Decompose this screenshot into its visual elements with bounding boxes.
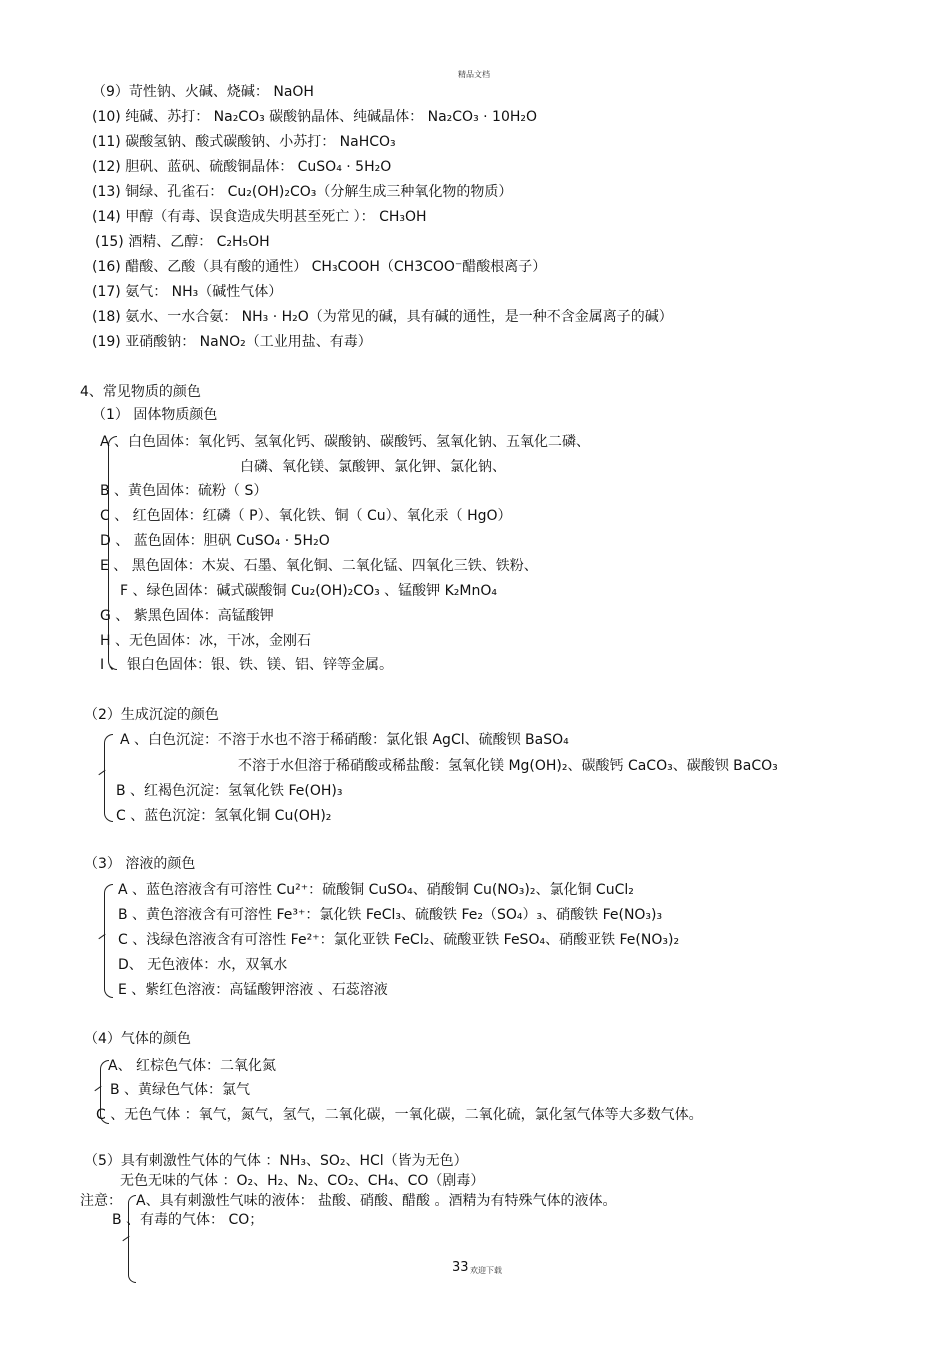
list-item: D、 无色液体：水，双氧水: [118, 957, 288, 973]
list-item: H 、无色固体：冰，干冰，金刚石: [100, 633, 311, 649]
download-text: 欢迎下载: [470, 1266, 502, 1275]
brace: [104, 734, 113, 822]
list-item: A、 红棕色气体：二氧化氮: [108, 1058, 277, 1074]
list-item: (17) 氨气： NH₃（碱性气体）: [92, 284, 283, 300]
list-item: C 、浅绿色溶液含有可溶性 Fe²⁺：氯化亚铁 FeCl₂、硫酸亚铁 FeSO₄、硝酸亚铁 Fe(NO₃)₂: [118, 932, 680, 948]
list-item: 白磷、氧化镁、氯酸钾、氯化钾、氯化钠、: [240, 459, 506, 475]
note-label: 注意：: [80, 1193, 122, 1209]
list-item: F 、绿色固体：碱式碳酸铜 Cu₂(OH)₂CO₃ 、锰酸钾 K₂MnO₄: [120, 583, 497, 599]
subsection-title: （3） 溶液的颜色: [84, 856, 196, 872]
list-item: (13) 铜绿、孔雀石： Cu₂(OH)₂CO₃（分解生成三种氧化物的物质）: [92, 184, 513, 200]
list-item: E 、 黑色固体：木炭、石墨、氧化铜、二氧化锰、四氧化三铁、铁粉、: [100, 558, 538, 574]
list-item: B 、黄绿色气体：氯气: [110, 1082, 251, 1098]
list-item: B 、有毒的气体： CO；: [112, 1212, 264, 1228]
list-item: E 、紫红色溶液：高锰酸钾溶液 、石蕊溶液: [118, 982, 388, 998]
list-item: B 、黄色溶液含有可溶性 Fe³⁺：氯化铁 FeCl₃、硫酸铁 Fe₂（SO₄）₃、硝酸铁 Fe(NO₃)₃: [118, 907, 663, 923]
subsection-title: （2）生成沉淀的颜色: [84, 707, 219, 723]
list-item: (19) 亚硝酸钠： NaNO₂（工业用盐、有毒）: [92, 334, 372, 350]
list-item: A 、白色沉淀：不溶于水也不溶于稀硝酸：氯化银 AgCl、硫酸钡 BaSO₄: [120, 732, 569, 748]
list-item: B 、红褐色沉淀：氢氧化铁 Fe(OH)₃: [116, 783, 343, 799]
list-item: (14) 甲醇（有毒、误食造成失明甚至死亡 ）： CH₃OH: [92, 209, 427, 225]
section-title: 4、常见物质的颜色: [80, 384, 201, 400]
list-item: 无色无味的气体 ：O₂、H₂、N₂、CO₂、CH₄、CO（剧毒）: [120, 1173, 485, 1189]
subsection-title: （5）具有刺激性气体的气体 ：NH₃、SO₂、HCl（皆为无色）: [84, 1153, 468, 1169]
subsection-title: （4）气体的颜色: [84, 1031, 191, 1047]
list-item: C 、 红色固体：红磷（ P）、氧化铁、铜（ Cu）、氧化汞（ HgO）: [100, 508, 512, 524]
list-item: I 、 银白色固体：银、铁、镁、铝、锌等金属。: [100, 657, 394, 673]
list-item: (16) 醋酸、乙酸（具有酸的通性） CH₃COOH（CH3COO⁻醋酸根离子）: [92, 259, 547, 275]
list-item: A、具有刺激性气味的液体： 盐酸、硝酸、醋酸 。酒精为有特殊气体的液体。: [136, 1193, 617, 1209]
list-item: A 、白色固体：氧化钙、氢氧化钙、碳酸钠、碳酸钙、氢氧化钠、五氧化二磷、: [100, 434, 591, 450]
list-item: (10) 纯碱、苏打： Na₂CO₃ 碳酸钠晶体、纯碱晶体： Na₂CO₃ · 10H₂O: [92, 109, 538, 125]
list-item: G 、 紫黑色固体：高锰酸钾: [100, 608, 274, 624]
list-item: (11) 碳酸氢钠、酸式碳酸钠、小苏打： NaHCO₃: [92, 134, 396, 150]
list-item: A 、蓝色溶液含有可溶性 Cu²⁺：硫酸铜 CuSO₄、硝酸铜 Cu(NO₃)₂、氯化铜 CuCl₂: [118, 882, 634, 898]
list-item: (18) 氨水、一水合氨： NH₃ · H₂O（为常见的碱，具有碱的通性，是一种不含金属离子的碱）: [92, 309, 673, 325]
list-item: （9）苛性钠、火碱、烧碱： NaOH: [92, 84, 314, 100]
page-number: 33: [452, 1260, 469, 1275]
list-item: (15) 酒精、乙醇： C₂H₅OH: [95, 234, 270, 250]
list-item: C 、无色气体 ：氧气，氮气，氢气，二氧化碳，一氧化碳，二氧化硫，氯化氢气体等大多数气体。: [96, 1107, 703, 1123]
header-watermark: 精品文档: [458, 70, 490, 79]
subsection-title: （1） 固体物质颜色: [92, 407, 218, 423]
list-item: 不溶于水但溶于稀硝酸或稀盐酸：氢氧化镁 Mg(OH)₂、碳酸钙 CaCO₃、碳酸钡 BaCO₃: [238, 758, 778, 774]
list-item: C 、蓝色沉淀：氢氧化铜 Cu(OH)₂: [116, 808, 332, 824]
list-item: B 、黄色固体：硫粉（ S）: [100, 483, 268, 499]
brace: [128, 1195, 136, 1283]
list-item: D 、 蓝色固体：胆矾 CuSO₄ · 5H₂O: [100, 533, 330, 549]
list-item: (12) 胆矾、蓝矾、硫酸铜晶体： CuSO₄ · 5H₂O: [92, 159, 392, 175]
brace: [104, 884, 113, 998]
